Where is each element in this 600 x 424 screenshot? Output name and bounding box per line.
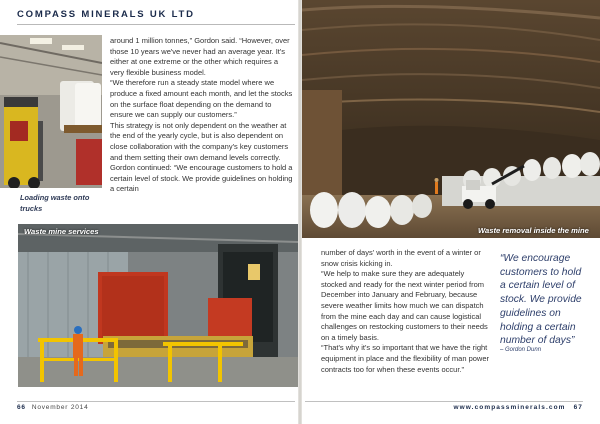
header-divider bbox=[17, 24, 295, 25]
paragraph: “That's why it's so important that we have the right equipment in place and the flexibility of man power contracts too for when these events occur.” bbox=[321, 343, 490, 374]
caption-waste-mine-services: Waste mine services bbox=[24, 227, 99, 236]
folio-right bbox=[453, 404, 583, 411]
right-body-column bbox=[321, 248, 489, 375]
pull-quote-attribution: – Gordon Dunn bbox=[500, 347, 542, 353]
photo-loading-waste bbox=[0, 35, 102, 188]
pull-quote: “We encourage customers to hold a certain level of stock. We provide guidelines on holding a certain number of days” bbox=[500, 253, 582, 347]
paragraph: Gordon continued: “We encourage customers to hold a certain level of stock. We provide guidelines on holding a certain bbox=[110, 163, 293, 194]
page-number: 67 bbox=[573, 404, 583, 411]
paragraph: “We help to make sure they are adequately stocked and ready for the next winter period from December into January and February, because severe weather limits how much we can dispatch from the mine each day and can cause logistical challenges on restocking customers to their needs on a timely basis. bbox=[321, 269, 488, 342]
website: www.compassminerals.com bbox=[453, 404, 566, 411]
paragraph: This strategy is not only dependent on the weather at the end of the yearly cycle, but is also dependent on close collaboration with the company's key customers and them setting their own demand levels correctly. bbox=[110, 120, 289, 162]
page-number: 66 bbox=[17, 404, 26, 411]
footer-divider bbox=[305, 401, 583, 402]
photo-waste-mine-services bbox=[18, 224, 298, 387]
paragraph: number of days' worth in the event of a winter or snow crisis kicking in. bbox=[321, 248, 481, 268]
footer-divider bbox=[17, 401, 295, 402]
left-page bbox=[0, 0, 298, 424]
issue-date: November 2014 bbox=[31, 404, 89, 411]
paragraph: “We therefore run a steady state model where we produce a fixed amount each month, and let the stocks on the surface float depending on the demand to ensure we can supply our customers.” bbox=[110, 78, 293, 120]
left-body-column bbox=[110, 36, 294, 195]
photo-waste-removal bbox=[302, 0, 600, 238]
publication-header: COMPASS MINERALS UK LTD bbox=[17, 9, 195, 20]
caption-loading-waste: Loading waste onto trucks bbox=[20, 193, 90, 213]
caption-waste-removal: Waste removal inside the mine bbox=[478, 226, 589, 235]
folio-left bbox=[17, 404, 89, 411]
right-page bbox=[302, 0, 600, 424]
paragraph: around 1 million tonnes,” Gordon said. “However, over those 10 years we've never had an average year. It's either at one extreme or the other which requires a very flexible business model. bbox=[110, 36, 290, 77]
